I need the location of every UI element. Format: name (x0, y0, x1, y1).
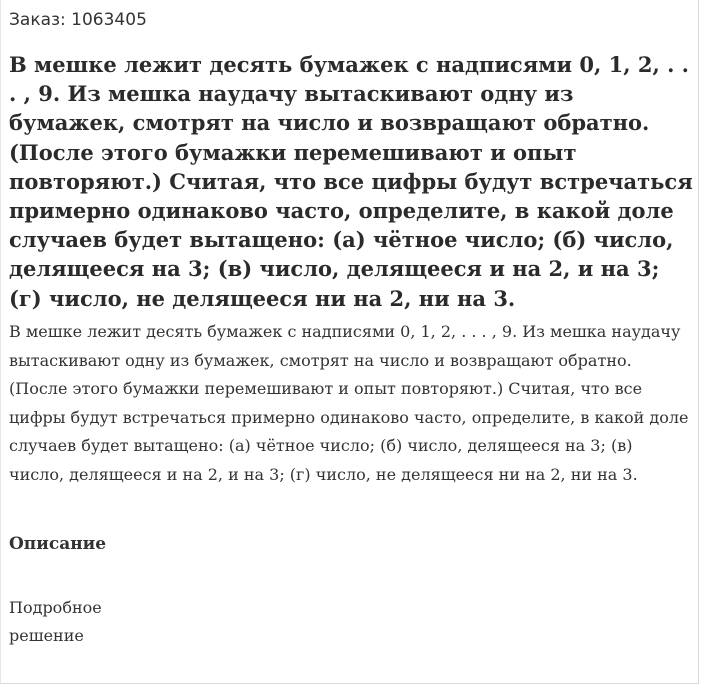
order-number: Заказ: 1063405 (9, 10, 147, 30)
detailed-solution-link[interactable]: Подробное решение (9, 598, 102, 645)
problem-title: В мешке лежит десять бумажек с надписями 0, 1, 2, . . . , 9. Из мешка наудачу вытаскивают одну из бумажек, смотрят на число и возвращают обратно. (После этого бумажки перемешивают и опыт повторяют.) Считая, что все цифры будут встречаться примерно одинаково часто, определите, в какой доле случаев будет вытащено: (а) чётное число; (б) число, делящееся на 3; (в) число, делящееся и на 2, и на 3; (г) число, не делящееся ни на 2, ни на 3. (9, 52, 693, 311)
problem-text: В мешке лежит десять бумажек с надписями 0, 1, 2, . . . , 9. Из мешка наудачу вытаскивают одну из бумажек, смотрят на число и возвращают обратно. (После этого бумажки перемешивают и опыт повторяют.) Считая, что все цифры будут встречаться примерно одинаково часто, определите, в какой доле случаев будет вытащено: (а) чётное число; (б) число, делящееся на 3; (в) число, делящееся и на 2, и на 3; (г) число, не делящееся ни на 2, ни на 3. (9, 322, 689, 484)
description-heading: Описание (9, 534, 107, 554)
